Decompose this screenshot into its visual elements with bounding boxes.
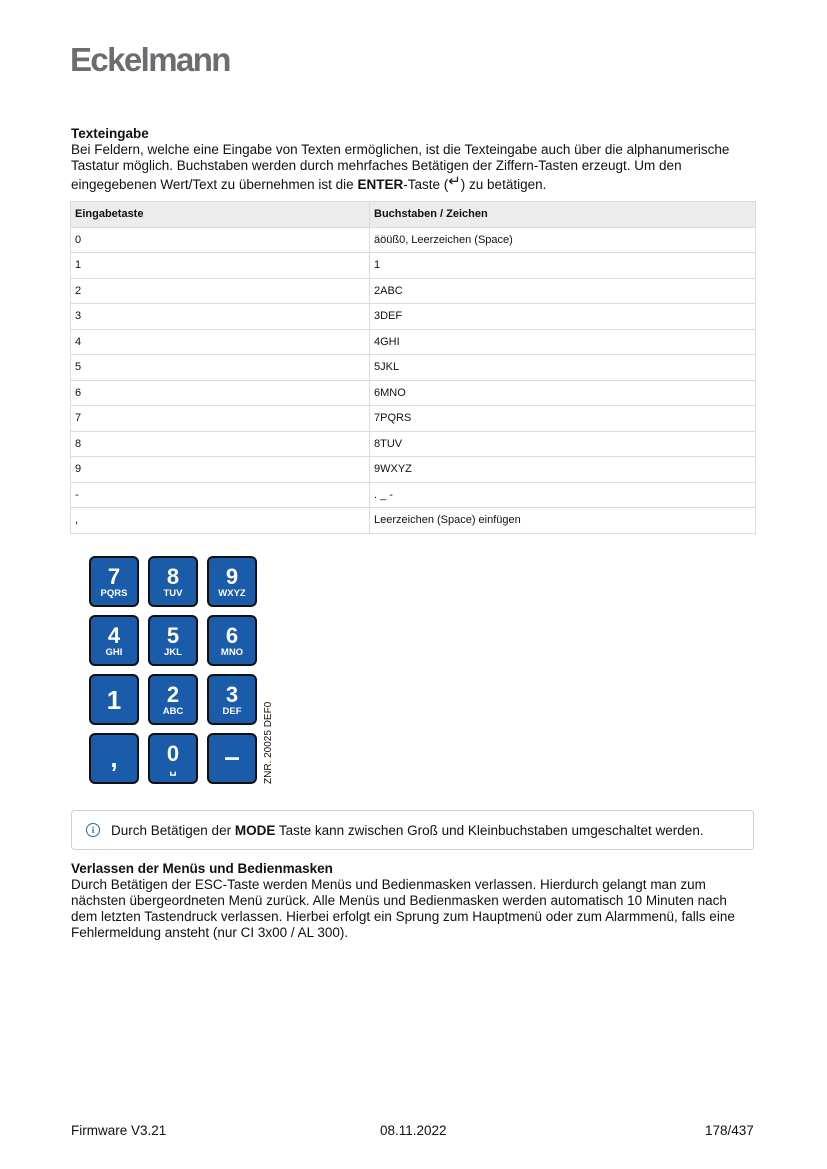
table-row — [71, 406, 756, 432]
key-digit: 6 — [225, 623, 239, 648]
table-cell: - — [71, 482, 370, 508]
key-5 — [148, 615, 198, 666]
table-cell: 0 — [71, 227, 370, 253]
key-1 — [89, 674, 139, 725]
key-digit: 1 — [106, 685, 122, 715]
paragraph-line: Fehlermeldung ansteht (nur CI 3x00 / AL 300). — [71, 925, 349, 940]
key-letters: TUV — [163, 588, 183, 599]
table-cell: , — [71, 508, 370, 534]
table-row — [71, 227, 756, 253]
key-digit: , — [110, 743, 118, 773]
key-minus — [207, 733, 257, 784]
table-row — [71, 253, 756, 279]
footer-page-number: 178/437 — [705, 1123, 754, 1138]
table-cell: 8TUV — [370, 431, 756, 457]
enter-key-icon: ↵ — [448, 173, 461, 190]
text-input-section — [71, 126, 761, 193]
table-row — [71, 304, 756, 330]
key-digit: 2 — [166, 682, 180, 707]
key-mapping-table — [70, 201, 756, 534]
table-cell: 6 — [71, 380, 370, 406]
key-comma — [89, 733, 139, 784]
key-7 — [89, 556, 139, 607]
paragraph-text: ) zu betätigen. — [460, 177, 547, 192]
key-9 — [207, 556, 257, 607]
table-cell: . _ - — [370, 482, 756, 508]
key-letters: GHI — [105, 647, 123, 658]
table-header-row — [71, 202, 756, 228]
table-row — [71, 329, 756, 355]
mode-key-label: MODE — [234, 822, 276, 838]
key-letters: WXYZ — [218, 588, 246, 599]
key-6 — [207, 615, 257, 666]
table-cell: äöüß0, Leerzeichen (Space) — [370, 227, 756, 253]
key-digit: 5 — [166, 623, 180, 648]
section-title: Texteingabe — [71, 126, 149, 141]
key-0 — [148, 733, 198, 784]
info-icon: i — [86, 823, 100, 837]
column-header-chars: Buchstaben / Zeichen — [370, 202, 756, 228]
table-row — [71, 457, 756, 483]
key-letters: MNO — [220, 647, 244, 658]
key-digit: 9 — [225, 564, 239, 589]
key-digit: 8 — [166, 564, 180, 589]
table-row — [71, 380, 756, 406]
table-cell: 4GHI — [370, 329, 756, 355]
table-row — [71, 431, 756, 457]
table-cell: 2ABC — [370, 278, 756, 304]
table-cell: 9WXYZ — [370, 457, 756, 483]
key-3 — [207, 674, 257, 725]
key-digit: 4 — [107, 623, 121, 648]
enter-key-label: ENTER — [357, 177, 404, 192]
table-cell: Leerzeichen (Space) einfügen — [370, 508, 756, 534]
paragraph-line: Bei Feldern, welche eine Eingabe von Texten ermöglichen, ist die Texteingabe auch über die alphanumerische — [71, 142, 730, 157]
key-8 — [148, 556, 198, 607]
table-cell: 7PQRS — [370, 406, 756, 432]
key-digit: 0 — [166, 741, 180, 766]
table-cell: 8 — [71, 431, 370, 457]
table-cell: 3DEF — [370, 304, 756, 330]
note-text-part: Durch Betätigen der — [111, 822, 235, 838]
table-row — [71, 482, 756, 508]
keypad-illustration — [89, 556, 264, 788]
table-cell: 2 — [71, 278, 370, 304]
footer-firmware: Firmware V3.21 — [71, 1123, 167, 1138]
table-row — [71, 278, 756, 304]
table-cell: 9 — [71, 457, 370, 483]
paragraph-text: eingegebenen Wert/Text zu übernehmen ist die — [71, 177, 358, 192]
paragraph-line: Tastatur möglich. Buchstaben werden durch mehrfaches Betätigen der Ziffern-Tasten erzeugt. Um den — [71, 158, 682, 173]
table-row — [71, 355, 756, 381]
table-cell: 5JKL — [370, 355, 756, 381]
key-letters: JKL — [164, 647, 182, 658]
key-letters: PQRS — [100, 588, 128, 599]
paragraph-text: -Taste ( — [403, 177, 449, 192]
table-cell: 3 — [71, 304, 370, 330]
table-cell: 4 — [71, 329, 370, 355]
column-header-key: Eingabetaste — [71, 202, 370, 228]
eckelmann-logo: Eckelmann — [70, 41, 230, 78]
key-letters: ABC — [162, 706, 184, 717]
drawing-reference: ZNR. 20025 DEF0 — [263, 701, 274, 784]
leave-menus-section — [71, 861, 761, 941]
paragraph-line — [71, 173, 761, 193]
footer-date: 08.11.2022 — [380, 1123, 447, 1138]
paragraph-line: Durch Betätigen der ESC-Taste werden Menüs und Bedienmasken verlassen. Hierdurch gelangt man zum — [71, 877, 706, 892]
table-cell: 6MNO — [370, 380, 756, 406]
key-digit: 3 — [225, 682, 239, 707]
key-digit: 7 — [107, 564, 121, 589]
paragraph-line: dem letzten Tastendruck verlassen. Hierbei erfolgt ein Sprung zum Hauptmenü oder zum Alarmmenü, falls eine — [71, 909, 735, 924]
note-text — [111, 823, 704, 838]
table-cell: 1 — [370, 253, 756, 279]
key-4 — [89, 615, 139, 666]
table-cell: 7 — [71, 406, 370, 432]
note-text-part: Taste kann zwischen Groß und Kleinbuchstaben umgeschaltet werden. — [275, 822, 704, 838]
key-digit: – — [224, 741, 240, 772]
table-cell: 5 — [71, 355, 370, 381]
table-cell: 1 — [71, 253, 370, 279]
table-row — [71, 508, 756, 534]
key-2 — [148, 674, 198, 725]
key-letters: DEF — [222, 706, 242, 717]
space-icon: ␣ — [169, 764, 177, 776]
info-note — [71, 810, 754, 850]
paragraph-line: nächsten übergeordneten Menü zurück. Alle Menüs und Bedienmasken werden automatisch 10 Minuten nach — [71, 893, 727, 908]
section-title: Verlassen der Menüs und Bedienmasken — [71, 861, 333, 876]
